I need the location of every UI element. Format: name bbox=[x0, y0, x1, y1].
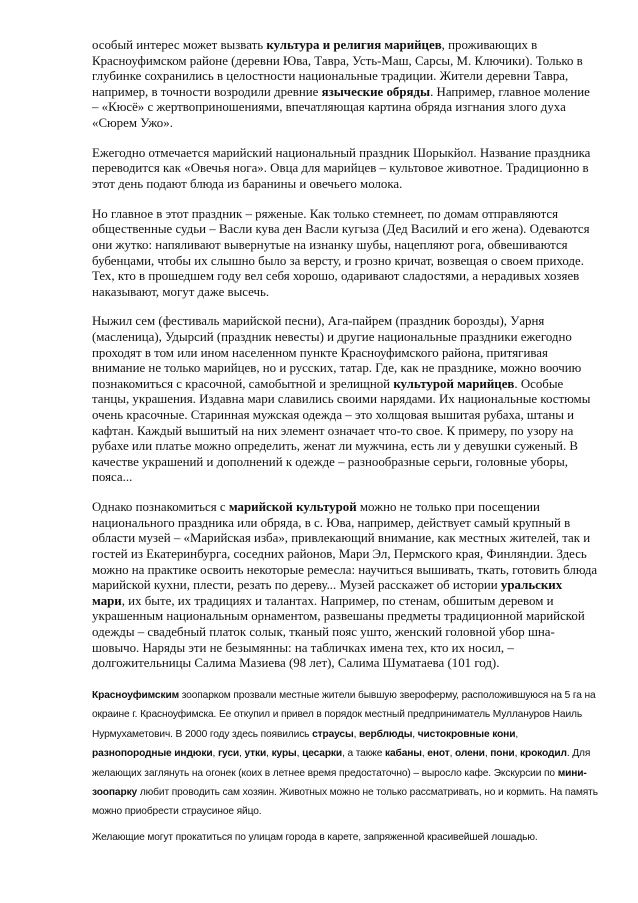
text-run: Ныжил сем (фестиваль марийской песни), Ага-пайрем (праздник борозды), Уарня (масленица), Удырсий (праздник невесты) и другие национальные праздники ежегодно проходят в том или ином населенном пункте Красноуфимского района, притягивая внимание не только марийцев, но и русских, татар. Где, как не празднике, можно воочию познакомиться с красочной, самобытной и зрелищной bbox=[92, 314, 582, 391]
text-run: можно не только при посещении национального праздника или обряда, в с. Юва, например, действует самый крупный в области музей – «Марийская изба», привлекающий внимание, как местных жителей, так и гостей из Екатеринбурга, соседних районов, Мари Эл, Пермского края, Финляндии. Здесь можно на практике освоить некоторые ремесла: научиться вышивать, ткать, готовить блюда марийской кухни, плести, резать по дереву... Музей расскажет об истории bbox=[92, 500, 598, 593]
paragraph-mummers bbox=[92, 207, 598, 301]
text-run-bold: утки bbox=[244, 748, 267, 760]
text-run-bold: языческие обряды bbox=[321, 84, 431, 99]
text-run: . Например, главное моление – «Кюсё» с жертвоприношениями, впечатляющая картина обряда изгнания злого духа «Сюрем Ужо». bbox=[92, 84, 590, 130]
text-run-bold: енот bbox=[427, 748, 450, 760]
text-run-bold: культура и религия марийцев bbox=[266, 38, 442, 52]
text-run-bold: страусы bbox=[312, 728, 354, 740]
text-run-bold: цесарки bbox=[302, 748, 343, 760]
text-run: , bbox=[296, 748, 303, 760]
paragraph-mari-culture bbox=[92, 38, 598, 132]
text-run: . Особые танцы, украшения. Издавна мари славились своими нарядами. Их национальные костюмы очень красочные. Старинная мужская одежда – это холщовая вышитая рубаха, штаны и кафтан. Каждый вышитый на них элемент означает что-то свое. К примеру, по узору на рубахе или платье можно определить, женат ли мужчина, есть ли у девушки суженый. В качестве украшений и дополнений к одежде – разнообразные серьги, головные уборы, пояса... bbox=[92, 376, 591, 485]
text-run: , bbox=[239, 748, 245, 760]
text-run: , bbox=[514, 748, 520, 760]
text-run-bold: верблюды bbox=[358, 728, 413, 740]
text-run-bold: чистокровные кони bbox=[417, 728, 516, 740]
paragraph-zoo bbox=[92, 686, 598, 822]
text-run: Однако познакомиться с bbox=[92, 500, 229, 515]
text-run: , bbox=[449, 748, 456, 760]
text-run: Ежегодно отмечается марийский национальный праздник Шорыкйол. Название праздника переводится как «Овечья нога». Овца для марийцев – культовое животное. Традиционно в этот день подают блюда из баранины и овечьего молока. bbox=[92, 145, 591, 191]
text-run: , bbox=[421, 748, 428, 760]
text-run-bold: пони bbox=[490, 748, 515, 760]
text-run: , bbox=[353, 728, 359, 740]
text-run-bold: мини-зоопарку bbox=[92, 767, 587, 798]
text-run-bold: уральских мари bbox=[92, 578, 563, 608]
paragraph-carriage bbox=[92, 828, 598, 847]
text-run: , bbox=[484, 748, 491, 760]
text-run: любит проводить сам хозяин. Животных можно не только рассматривать, но и кормить. На память можно приобрести страусиное яйцо. bbox=[92, 786, 598, 818]
text-run: зоопарком прозвали местные жители бывшую звероферму, расположившуюся на 5 га на окраине г. Красноуфимска. Ее откупил и привел в порядок местный предприниматель Муллануров Наиль Нурмухаметович. В 2000 году здесь появились bbox=[92, 689, 596, 740]
text-run-bold: Красноуфимским bbox=[92, 689, 180, 701]
text-run: , а также bbox=[342, 748, 386, 760]
text-run: , их быте, их традициях и талантах. Например, по стенам, обшитым деревом и украшенным национальным орнаментом, развешаны предметы традиционной марийской одежды – свадебный платок солык, тканый пояс ушто, женский головной убор шна-шовычо. Наряды эти не безымянны: на табличках имена тех, кто их носил, – долгожительницы Салима Мазиева (98 лет), Салима Шуматаева (101 год). bbox=[92, 593, 585, 671]
text-run-bold: разнопородные индюки bbox=[92, 748, 213, 760]
text-run: , bbox=[266, 748, 272, 760]
text-run-bold: культурой марийцев bbox=[393, 376, 515, 391]
text-run-bold: крокодил bbox=[519, 748, 567, 760]
text-run-bold: куры bbox=[271, 748, 297, 760]
text-run: , bbox=[515, 728, 519, 740]
paragraph-festivals bbox=[92, 314, 598, 486]
text-run: . Для желающих заглянуть на огонек (коих в летнее время предостаточно) – выросло кафе. Экскурсии по bbox=[92, 748, 591, 779]
text-run-bold: олени bbox=[455, 748, 485, 760]
text-run-bold: марийской культурой bbox=[228, 500, 357, 515]
text-run: , bbox=[212, 748, 218, 760]
text-run: , bbox=[412, 728, 418, 740]
text-run: Желающие могут прокатиться по улицам города в карете, запряженной красивейшей лошадью. bbox=[92, 831, 538, 843]
text-run-bold: кабаны bbox=[385, 748, 422, 760]
text-run-bold: гуси bbox=[217, 748, 240, 760]
paragraph-museum bbox=[92, 500, 598, 672]
text-run: особый интерес может вызвать bbox=[92, 38, 267, 52]
text-run: , проживающих в Красноуфимском районе (деревни Юва, Тавра, Усть-Маш, Сарсы, М. Ключики). Только в глубинке сохранились в целостности национальные традиции. Жители деревни Тавра, например, в точности возродили древние bbox=[92, 38, 583, 99]
paragraph-shorykyol bbox=[92, 146, 598, 193]
text-run: Но главное в этот праздник – ряженые. Как только стемнеет, по домам отправляются общественные судьи – Васли кува ден Васли кугыза (Дед Василий и его жена). Одеваются они жутко: напяливают вывернутые на изнанку шубы, нацепляют рога, обвешиваются бубенцами, чтобы их слышно было за версту, и грозно кричат, возвещая о своем приходе. Тех, кто в прошедшем году вел себя хорошо, одаривают сладостями, а нерадивых хозяев наказывают, могут даже высечь. bbox=[92, 206, 590, 299]
document-page bbox=[92, 38, 598, 853]
